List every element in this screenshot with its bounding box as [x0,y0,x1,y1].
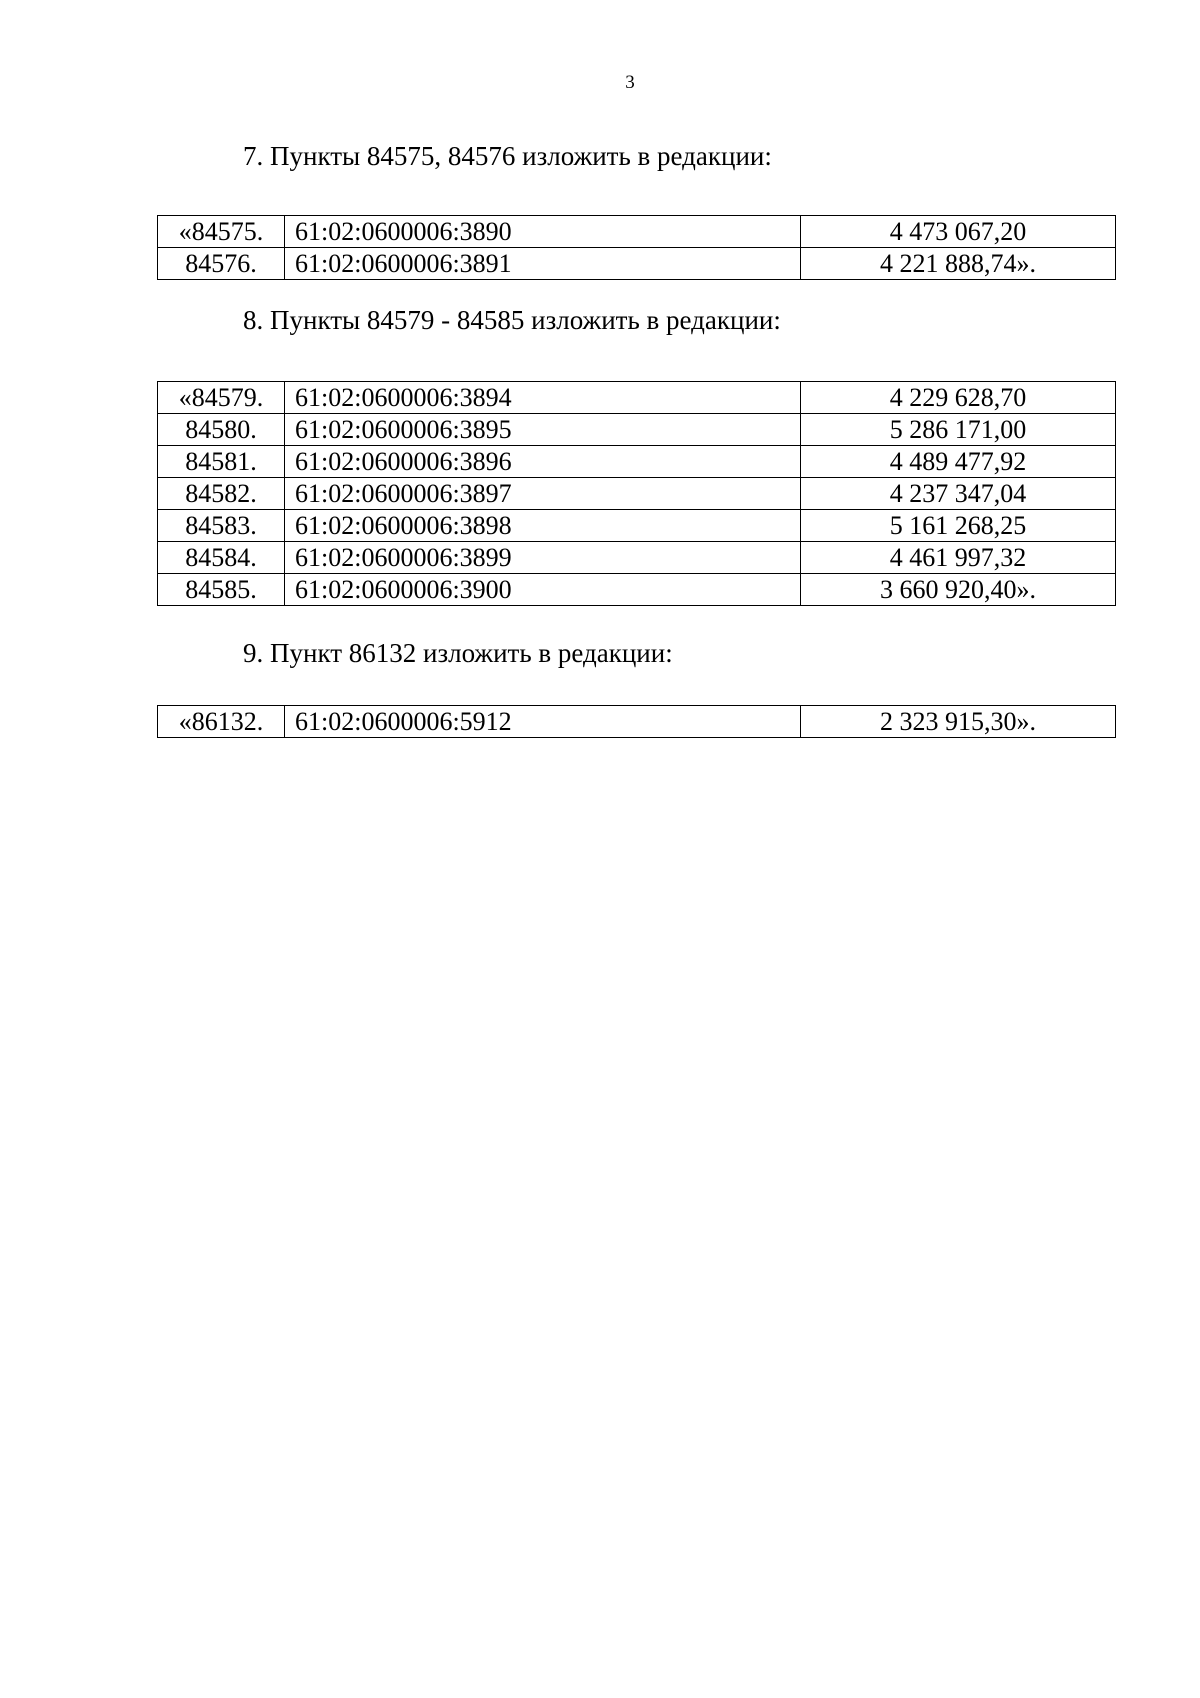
cadastral-number: 61:02:0600006:3891 [285,248,801,280]
cadastral-value: 4 461 997,32 [801,542,1116,574]
cadastral-value: 3 660 920,40». [801,574,1116,606]
cadastral-number: 61:02:0600006:3894 [285,382,801,414]
table-row [158,706,1116,738]
cadastral-number: 61:02:0600006:3895 [285,414,801,446]
cadastral-value: 4 489 477,92 [801,446,1116,478]
section-heading: 8. Пункты 84579 - 84585 изложить в редакции: [243,305,781,335]
cadastral-value: 4 229 628,70 [801,382,1116,414]
item-number: 84576. [158,248,285,280]
cadastral-value: 4 473 067,20 [801,216,1116,248]
cadastral-number: 61:02:0600006:3896 [285,446,801,478]
cadastral-number: 61:02:0600006:3900 [285,574,801,606]
item-number: 84583. [158,510,285,542]
table-row [158,478,1116,510]
item-number: «84575. [158,216,285,248]
item-number: 84585. [158,574,285,606]
item-number: «86132. [158,706,285,738]
item-number: «84579. [158,382,285,414]
cadastral-number: 61:02:0600006:3898 [285,510,801,542]
cadastral-value: 4 237 347,04 [801,478,1116,510]
table-row [158,446,1116,478]
item-number: 84584. [158,542,285,574]
cadastral-value: 5 286 171,00 [801,414,1116,446]
amendment-table [157,705,1116,738]
cadastral-number: 61:02:0600006:3897 [285,478,801,510]
section-heading: 7. Пункты 84575, 84576 изложить в редакции: [243,141,772,171]
table-row [158,574,1116,606]
cadastral-number: 61:02:0600006:3890 [285,216,801,248]
cadastral-number: 61:02:0600006:3899 [285,542,801,574]
cadastral-value: 5 161 268,25 [801,510,1116,542]
amendment-table [157,381,1116,606]
item-number: 84581. [158,446,285,478]
table-row [158,414,1116,446]
section-heading: 9. Пункт 86132 изложить в редакции: [243,638,673,668]
cadastral-value: 2 323 915,30». [801,706,1116,738]
item-number: 84582. [158,478,285,510]
table-row [158,382,1116,414]
item-number: 84580. [158,414,285,446]
cadastral-number: 61:02:0600006:5912 [285,706,801,738]
table-row [158,510,1116,542]
page-number: 3 [625,72,635,93]
table-row [158,216,1116,248]
table-row [158,248,1116,280]
cadastral-value: 4 221 888,74». [801,248,1116,280]
amendment-table [157,215,1116,280]
table-row [158,542,1116,574]
